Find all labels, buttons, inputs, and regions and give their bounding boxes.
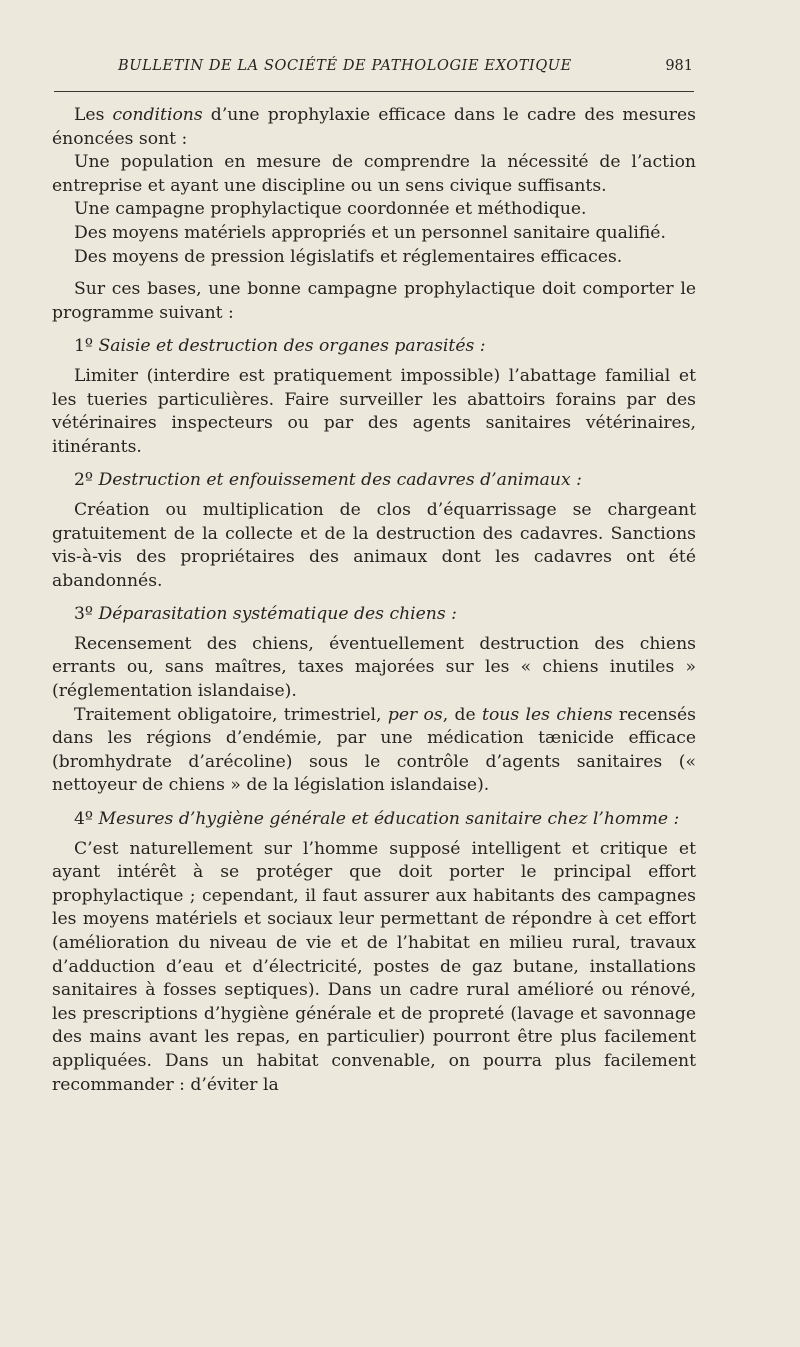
- section-1-text: Limiter (interdire est pratiquement impossible) l’abattage familial et les tueries particulières. Faire surveiller les abattoirs forains par des vétérinaires inspecteurs ou par des agents sanitaires vétérinaires, itinérants.: [52, 365, 696, 457]
- header-rule: [54, 91, 694, 92]
- section-4-heading: 4º Mesures d’hygiène générale et éducation sanitaire chez l’homme :: [74, 809, 680, 830]
- intro-paragraph: Les conditions d’une prophylaxie efficace dans le cadre des mesures énoncées sont :: [52, 105, 696, 149]
- condition-means: Des moyens matériels appropriés et un personnel sanitaire qualifié.: [74, 222, 666, 243]
- section-1-heading: 1º Saisie et destruction des organes parasités :: [74, 336, 486, 357]
- running-header: [118, 58, 693, 74]
- program-intro: Sur ces bases, une bonne campagne prophylactique doit comporter le programme suivant :: [52, 279, 696, 323]
- page-number: 981: [665, 58, 693, 74]
- condition-pressure: Des moyens de pression législatifs et réglementaires efficaces.: [74, 246, 623, 267]
- condition-population: Une population en mesure de comprendre la nécessité de l’action entreprise et ayant une discipline ou un sens civique suffisants.: [52, 152, 696, 196]
- running-title: BULLETIN DE LA SOCIÉTÉ DE PATHOLOGIE EXOTIQUE: [118, 58, 572, 74]
- section-4-text: C’est naturellement sur l’homme supposé intelligent et critique et ayant intérêt à se protéger que doit porter le principal effort prophylactique ; cependant, il faut assurer aux habitants des campagnes les moyens matériels et sociaux leur permettant de répondre à cet effort (amélioration du niveau de vie et de l’habitat en milieu rural, travaux d’adduction d’eau et d’électricité, postes de gaz butane, installations sanitaires à fosses septiques). Dans un cadre rural amélioré ou rénové, les prescriptions d’hygiène générale et de propreté (lavage et savonnage des mains avant les repas, en particulier) pourront être plus facilement appliquées. Dans un habitat convenable, on pourra plus facilement recommander : d’éviter la: [52, 838, 696, 1095]
- section-3-text-2: Traitement obligatoire, trimestriel, per os, de tous les chiens recensés dans les régions d’endémie, par une médication tænicide efficace (bromhydrate d’arécoline) sous le contrôle d’agents sanitaires (« nettoyeur de chiens » de la législation islandaise).: [52, 704, 696, 796]
- body-text: [52, 104, 696, 1097]
- intro-emphasis: conditions: [112, 105, 203, 125]
- section-3-text-1: Recensement des chiens, éventuellement destruction des chiens errants ou, sans maîtres, taxes majorées sur les « chiens inutiles » (réglementation islandaise).: [52, 633, 696, 702]
- condition-campaign: Une campagne prophylactique coordonnée et méthodique.: [74, 199, 587, 220]
- section-3-heading: 3º Déparasitation systématique des chiens :: [74, 604, 457, 625]
- section-2-text: Création ou multiplication de clos d’équarrissage se chargeant gratuitement de la collecte et de la destruction des cadavres. Sanctions vis-à-vis des propriétaires des animaux dont les cadavres ont été abandonnés.: [52, 499, 696, 591]
- section-2-heading: 2º Destruction et enfouissement des cadavres d’animaux :: [74, 470, 582, 491]
